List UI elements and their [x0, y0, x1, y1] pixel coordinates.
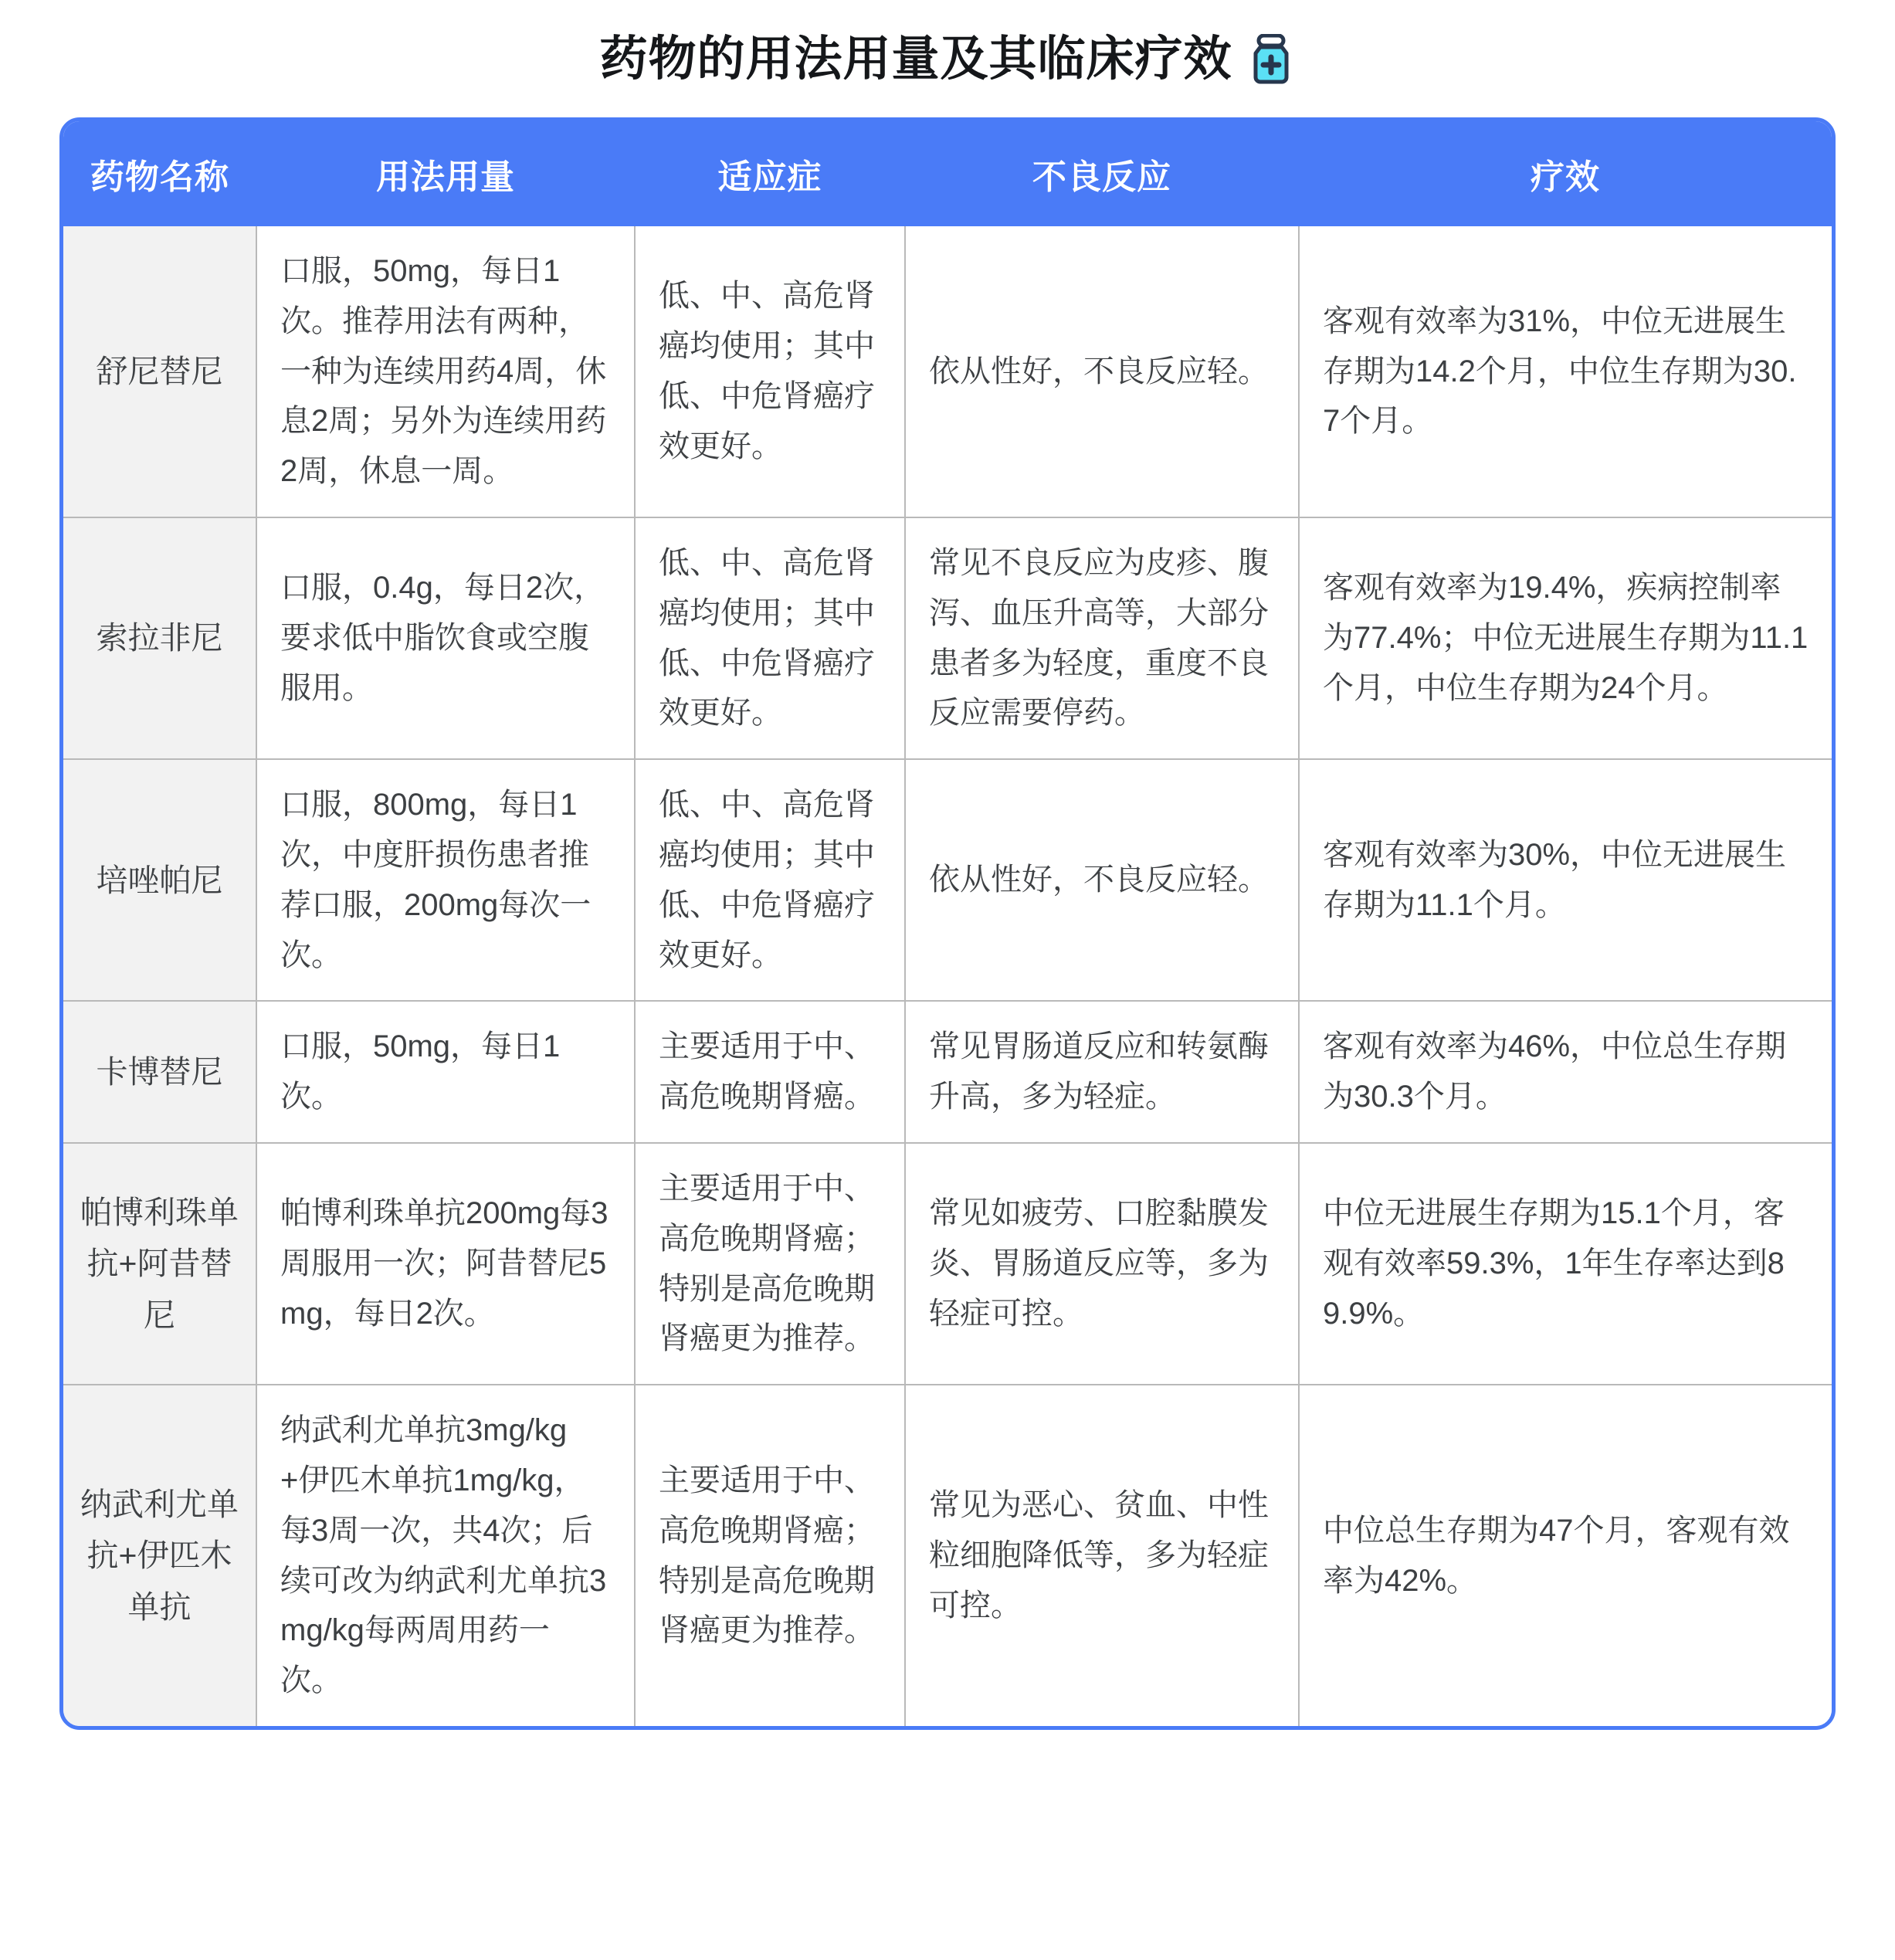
cell-efficacy: 客观有效率为31%，中位无进展生存期为14.2个月，中位生存期为30.7个月。: [1299, 226, 1832, 517]
page-title-bar: [0, 0, 1895, 108]
drug-table: [63, 121, 1832, 1726]
cell-dosage: 帕博利珠单抗200mg每3周服用一次；阿昔替尼5mg，每日2次。: [256, 1143, 635, 1385]
cell-adverse: 依从性好，不良反应轻。: [905, 759, 1299, 1001]
cell-dosage: 口服，800mg，每日1次，中度肝损伤患者推荐口服，200mg每次一次。: [256, 759, 635, 1001]
table-row: [63, 759, 1832, 1001]
medicine-bottle-icon: [1246, 34, 1296, 85]
cell-indication: 低、中、高危肾癌均使用；其中低、中危肾癌疗效更好。: [635, 759, 905, 1001]
cell-dosage: 口服，0.4g，每日2次，要求低中脂饮食或空腹服用。: [256, 517, 635, 759]
table-row: [63, 1001, 1832, 1143]
cell-indication: 低、中、高危肾癌均使用；其中低、中危肾癌疗效更好。: [635, 517, 905, 759]
table-row: [63, 1385, 1832, 1726]
cell-adverse: 常见胃肠道反应和转氨酶升高，多为轻症。: [905, 1001, 1299, 1143]
table-header-row: [63, 121, 1832, 226]
cell-adverse: 常见如疲劳、口腔黏膜发炎、胃肠道反应等，多为轻症可控。: [905, 1143, 1299, 1385]
table-header: [63, 121, 1832, 226]
cell-dosage: 口服，50mg，每日1次。: [256, 1001, 635, 1143]
cell-drug-name: 卡博替尼: [63, 1001, 256, 1143]
cell-drug-name: 培唑帕尼: [63, 759, 256, 1001]
cell-indication: 主要适用于中、高危晚期肾癌；特别是高危晚期肾癌更为推荐。: [635, 1143, 905, 1385]
table-body: [63, 226, 1832, 1726]
column-header-dosage: 用法用量: [376, 158, 515, 196]
cell-efficacy: 客观有效率为46%，中位总生存期为30.3个月。: [1299, 1001, 1832, 1143]
drug-table-container: [59, 117, 1836, 1730]
column-header-adverse: 不良反应: [1032, 158, 1171, 196]
page-title: 药物的用法用量及其临床疗效: [599, 32, 1232, 86]
column-header-efficacy: 疗效: [1531, 158, 1600, 196]
cell-efficacy: 中位无进展生存期为15.1个月，客观有效率59.3%，1年生存率达到89.9%。: [1299, 1143, 1832, 1385]
column-header-indication: 适应症: [717, 158, 822, 196]
cell-efficacy: 客观有效率为19.4%，疾病控制率为77.4%；中位无进展生存期为11.1个月，中位生存期为24个月。: [1299, 517, 1832, 759]
cell-drug-name: 帕博利珠单抗+阿昔替尼: [63, 1143, 256, 1385]
cell-adverse: 依从性好，不良反应轻。: [905, 226, 1299, 517]
cell-adverse: 常见不良反应为皮疹、腹泻、血压升高等，大部分患者多为轻度，重度不良反应需要停药。: [905, 517, 1299, 759]
cell-drug-name: 舒尼替尼: [63, 226, 256, 517]
cell-indication: 主要适用于中、高危晚期肾癌。: [635, 1001, 905, 1143]
cell-indication: 低、中、高危肾癌均使用；其中低、中危肾癌疗效更好。: [635, 226, 905, 517]
cell-efficacy: 中位总生存期为47个月，客观有效率为42%。: [1299, 1385, 1832, 1726]
cell-adverse: 常见为恶心、贫血、中性粒细胞降低等，多为轻症可控。: [905, 1385, 1299, 1726]
table-row: [63, 517, 1832, 759]
table-row: [63, 1143, 1832, 1385]
table-row: [63, 226, 1832, 517]
cell-efficacy: 客观有效率为30%，中位无进展生存期为11.1个月。: [1299, 759, 1832, 1001]
cell-drug-name: 索拉非尼: [63, 517, 256, 759]
cell-drug-name: 纳武利尤单抗+伊匹木单抗: [63, 1385, 256, 1726]
cell-dosage: 口服，50mg，每日1次。推荐用法有两种，一种为连续用药4周，休息2周；另外为连续用药2周，休息一周。: [256, 226, 635, 517]
cell-dosage: 纳武利尤单抗3mg/kg+伊匹木单抗1mg/kg，每3周一次，共4次；后续可改为纳武利尤单抗3mg/kg每两周用药一次。: [256, 1385, 635, 1726]
column-header-drug-name: 药物名称: [90, 158, 229, 196]
cell-indication: 主要适用于中、高危晚期肾癌；特别是高危晚期肾癌更为推荐。: [635, 1385, 905, 1726]
